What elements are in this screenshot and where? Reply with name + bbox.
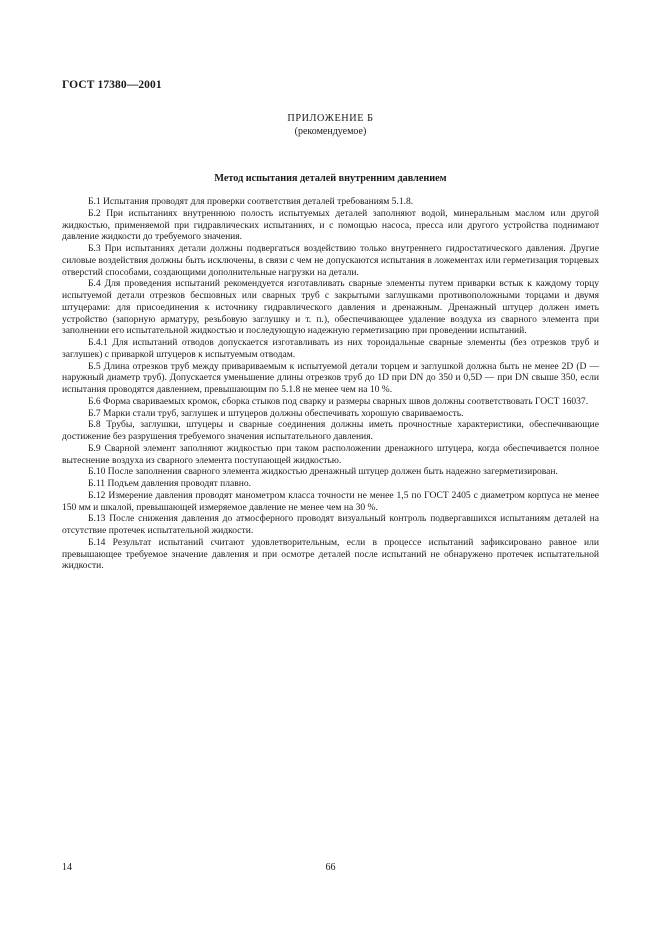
paragraph-b4-1: Б.4.1 Для испытаний отводов допускается изготавливать из них тороидальные сварные элементы (без отрезков труб и заглушек) с приваркой штуцеров к испытуемым отводам. xyxy=(62,337,599,360)
paragraph-b12: Б.12 Измерение давления проводят манометром класса точности не менее 1,5 по ГОСТ 2405 с диаметром корпуса не менее 150 мм и шкалой, превышающей измеряемое давление не менее чем на 30 %. xyxy=(62,489,599,513)
paragraph-b9: Б.9 Сварной элемент заполняют жидкостью при таком расположении дренажного штуцера, когда обеспечивается полное вытеснение воздуха из сварного элемента поступающей жидкостью. xyxy=(62,442,599,466)
paragraph-b13: Б.13 После снижения давления до атмосферного проводят визуальный контроль подвергавшихся испытаниям деталей на отсутствие протечек испытательной жидкости. xyxy=(62,513,599,536)
appendix-subtitle: (рекомендуемое) xyxy=(294,126,367,137)
footer-left-number: 14 xyxy=(62,862,72,873)
document-body xyxy=(62,196,599,572)
section-title: Метод испытания деталей внутренним давлением xyxy=(214,173,447,184)
paragraph-b2: Б.2 При испытаниях внутреннюю полость испытуемых деталей заполняют водой, минеральным маслом или другой жидкостью, применяемой при гидравлических испытаниях, и с помощью насоса, пресса или другого устройства поднимают давление жидкости до требуемого значения. xyxy=(62,207,599,243)
paragraph-b4: Б.4 Для проведения испытаний рекомендуется изготавливать сварные элементы путем приварки встык к каждому торцу испытуемой детали отрезков бесшовных или сварных труб с закрытыми заглушками противоположными торцами и двумя штуцерами: для присоединения к источнику гидравлического давления и дренажным. Дренажный штуцер должен иметь устройство (запорную арматуру, резьбовую заглушку и т. п.), обеспечивающее удаление воздуха из сварного элемента при заполнении его испытательной жидкостью и последующую надежную герметизацию при проведении испытаний. xyxy=(62,278,599,337)
page-number: 66 xyxy=(325,862,336,873)
paragraph-b10: Б.10 После заполнения сварного элемента жидкостью дренажный штуцер должен быть надежно загерметизирован. xyxy=(88,466,558,478)
paragraph-b1: Б.1 Испытания проводят для проверки соответствия деталей требованиям 5.1.8. xyxy=(88,196,414,207)
paragraph-b8: Б.8 Трубы, заглушки, штуцеры и сварные соединения должны иметь прочностные характеристики, обеспечивающие достижение без разрушения требуемого значения испытательного давления. xyxy=(62,419,599,442)
paragraph-b7: Б.7 Марки стали труб, заглушек и штуцеров должны обеспечивать хорошую свариваемость. xyxy=(88,407,464,419)
document-code: ГОСТ 17380—2001 xyxy=(62,79,162,91)
paragraph-b14: Б.14 Результат испытаний считают удовлетворительным, если в процессе испытаний зафиксировано равное или превышающее требуемое значение давления и при осмотре деталей после испытаний не обнаружено протечек испытательной жидкости. xyxy=(62,536,599,572)
paragraph-b5: Б.5 Длина отрезков труб между привариваемым к испытуемой детали торцем и заглушкой должна быть не менее 2D (D — наружный диаметр труб). Допускается уменьшение длины отрезков труб до 1D при DN до 350 и 0,5D — при DN свыше 350, если испытания проводятся давлением, превышающим по 5.1.8 не менее чем на 10 %. xyxy=(62,360,599,395)
paragraph-b6: Б.6 Форма свариваемых кромок, сборка стыков под сварку и размеры сварных швов должны соответствовать ГОСТ 16037. xyxy=(88,395,589,407)
appendix-title: ПРИЛОЖЕНИЕ Б xyxy=(287,113,374,124)
paragraph-b11: Б.11 Подъем давления проводят плавно. xyxy=(88,478,252,489)
paragraph-b3: Б.3 При испытаниях детали должны подвергаться воздействию только внутреннего гидростатического давления. Другие силовые воздействия должны быть исключены, в связи с чем не допускаются испытания в ложементах или герметизация торцевых отверстий способами, создающими дополнительные нагрузки на детали. xyxy=(62,243,599,278)
